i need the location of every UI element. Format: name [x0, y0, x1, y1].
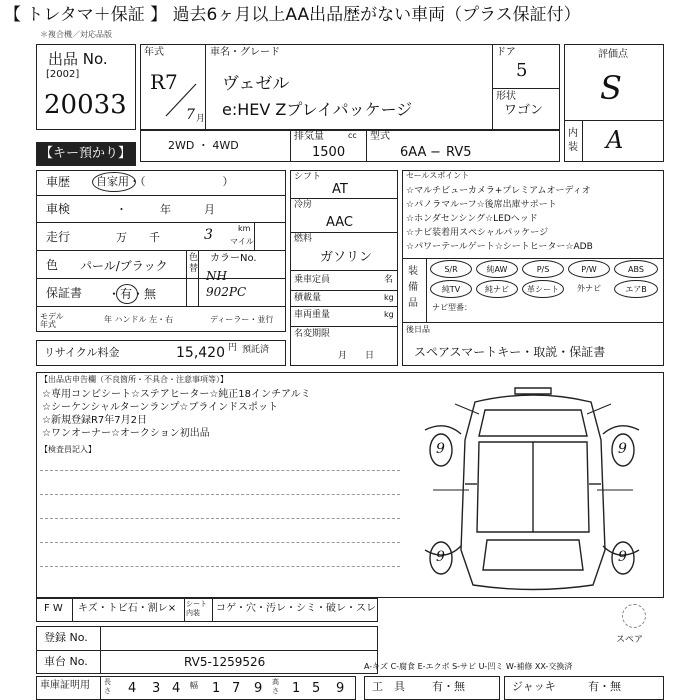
- fuel-value: ガソリン: [320, 250, 373, 265]
- jack-value: 有・無: [588, 680, 621, 693]
- warranty-label: 保証書: [46, 286, 83, 300]
- cert-height-digit: 5: [312, 681, 321, 696]
- sales-point-item: ☆パノラマルーフ☆後席出庫サポート: [406, 200, 557, 210]
- color-code-label: カラーNo.: [210, 253, 257, 264]
- legend: A-キズ C-腐食 E-エクボ S-サビ U-凹ミ W-補修 XX-交換済: [364, 662, 573, 671]
- cert-width-label: 幅: [190, 681, 198, 690]
- equip-chip: 純AW: [476, 260, 518, 278]
- grade: e:HEV Zプレイパッケージ: [222, 100, 413, 119]
- tools-label: 工 具: [372, 680, 405, 693]
- mileage-label: 走行: [46, 230, 71, 244]
- remark-item: ☆新規登録R7年7月2日: [42, 415, 147, 426]
- cc-unit: cc: [348, 131, 357, 140]
- seat-text: コゲ・穴・汚レ・シミ・破レ・スレ: [216, 603, 376, 614]
- sales-point-item: ☆ナビ装着用スペシャルパッケージ: [406, 228, 549, 238]
- recycle-note: 預託済: [242, 345, 270, 355]
- sales-point-item: ☆パワーテールゲート☆シートヒーター☆ADB: [406, 242, 593, 252]
- shift-value: AT: [332, 182, 348, 197]
- tire-rl-value: 9: [436, 549, 445, 565]
- name-change-label: 名変期限: [294, 329, 331, 339]
- lot-sub: [2002]: [46, 69, 80, 80]
- after-items-value: スペアスマートキー・取説・保証書: [414, 345, 606, 359]
- capacity-label: 乗車定員: [294, 275, 331, 285]
- remarks-label: 【出品店申告欄（不良箇所・不具合・注意事項等）】: [40, 375, 228, 384]
- drive-label: 2WD ・ 4WD: [168, 139, 239, 152]
- sales-point-item: ☆マルチビューカメラ+プレミアムオーディオ: [406, 186, 591, 196]
- recycle-value: 15,420: [176, 345, 225, 361]
- weight-label: 車両重量: [294, 310, 331, 320]
- cooling-value: AAC: [326, 215, 353, 230]
- cut-label: ＊複合機／対応品版: [40, 30, 112, 39]
- year-label: 年式: [144, 47, 164, 58]
- car-name: ヴェゼル: [222, 74, 290, 94]
- equip-chip: エアB: [614, 280, 658, 298]
- cert-length-digit: 3: [152, 681, 161, 696]
- model-code: RV5: [446, 145, 472, 160]
- mileage-unit-mile: マイル: [230, 237, 254, 246]
- shape-label: 形状: [496, 91, 516, 102]
- model-year-label: モデル年式: [40, 312, 64, 329]
- fw-text: キズ・トビ石・割レ×: [78, 603, 177, 614]
- interior-value: A: [606, 126, 624, 154]
- inspection-units: ・ 年 月: [116, 203, 215, 216]
- color-value: パール/ブラック: [80, 259, 168, 273]
- model-year-handle: 年 ハンドル 左・右: [104, 315, 174, 324]
- equip-chip: ABS: [614, 260, 658, 278]
- cert-width-digit: 9: [254, 681, 263, 696]
- interior-label: 内装: [568, 128, 578, 153]
- equip-chip: 純ナビ: [476, 280, 518, 298]
- displacement-value: 1500: [312, 145, 346, 160]
- year-value: R7: [150, 70, 178, 94]
- displacement-label: 排気量: [294, 131, 324, 142]
- mileage-value: 3: [204, 227, 213, 243]
- month-value: 7: [186, 107, 195, 123]
- color-code-value: NH 902PC: [206, 269, 247, 299]
- cert-length-label: 長さ: [104, 678, 111, 695]
- load-label: 積載量: [294, 293, 322, 303]
- recycle-unit: 円: [228, 343, 238, 353]
- cert-width-digit: 1: [212, 681, 221, 696]
- tire-fl-value: 9: [436, 441, 445, 457]
- remarks-list: [42, 388, 311, 440]
- name-label: 車名・グレード: [210, 47, 280, 58]
- equip-chip: 革シート: [522, 280, 564, 298]
- shift-label: シフト: [294, 172, 322, 182]
- reg-label: 登録 No.: [44, 631, 88, 644]
- navi-label: ナビ型番：: [432, 303, 472, 312]
- equip-chip-plain: 外ナビ: [577, 284, 601, 293]
- door-value: 5: [516, 60, 528, 81]
- chassis-label: 車台 No.: [44, 655, 88, 668]
- cooling-label: 冷房: [294, 200, 313, 210]
- equipment-label: 装備品: [408, 266, 418, 309]
- lot-label: 出品 No.: [48, 50, 108, 68]
- jack-label: ジャッキ: [512, 680, 556, 693]
- sales-points-list: [406, 184, 593, 254]
- score-value: S: [600, 69, 622, 107]
- cert-height-label: 高さ: [272, 678, 279, 695]
- model-year-dealer: ディーラー・並行: [210, 315, 274, 324]
- tire-fr-value: 9: [618, 441, 627, 457]
- warranty-selected-circle: [116, 284, 138, 304]
- mileage-units: 万 千: [116, 231, 160, 244]
- equip-chip: P/W: [568, 260, 610, 278]
- model-label: 型式: [370, 131, 390, 142]
- mileage-unit-km: km: [238, 224, 251, 233]
- remark-item: ☆専用コンビシート☆ステアヒーター☆純正18インチアルミ: [42, 389, 311, 400]
- month-unit: 月: [196, 114, 206, 124]
- color-label: 色: [46, 258, 59, 272]
- inspector-label: 【検査員記入】: [40, 445, 96, 454]
- cert-length-digit: 4: [128, 681, 137, 696]
- fw-label: F W: [44, 603, 63, 614]
- chassis-value: RV5-1259526: [184, 655, 266, 669]
- score-label: 評価点: [598, 49, 628, 60]
- name-change-units: 月 日: [338, 351, 375, 361]
- cert-length-digit: 4: [172, 681, 181, 696]
- equip-chip: P/S: [522, 260, 564, 278]
- remark-item: ☆シーケンシャルターンランプ☆ブラインドスポット: [42, 402, 278, 413]
- cert-height-digit: 9: [336, 681, 345, 696]
- tire-rr-value: 9: [618, 549, 627, 565]
- weight-unit: kg: [384, 310, 394, 319]
- equip-chip: S/R: [430, 260, 472, 278]
- spare-label: スペア: [616, 635, 644, 645]
- load-unit: kg: [384, 293, 394, 302]
- sales-points-label: セールスポイント: [406, 171, 470, 180]
- after-items-label: 後日品: [406, 325, 430, 334]
- warranty-value: ・有・無: [108, 287, 157, 301]
- capacity-unit: 名: [384, 275, 394, 285]
- history-selected-circle: [92, 172, 136, 192]
- cert-label: 車庫証明用: [40, 680, 90, 691]
- spare-circle: [622, 604, 646, 628]
- history-options: 自家用・（ ）: [96, 175, 234, 188]
- remark-item: ☆ワンオーナー☆オークション初出品: [42, 428, 210, 439]
- inspection-label: 車検: [46, 202, 71, 216]
- door-label: ドア: [496, 47, 516, 58]
- cert-height-digit: 1: [292, 681, 301, 696]
- equip-chip: 純TV: [430, 280, 472, 298]
- model-prefix: 6AA: [400, 145, 427, 160]
- key-label: 【キー預かり】: [40, 146, 132, 161]
- lot-number: 20033: [44, 90, 127, 120]
- shape-value: ワゴン: [504, 103, 544, 118]
- cert-width-digit: 7: [232, 681, 241, 696]
- history-label: 車歴: [46, 175, 71, 189]
- fuel-label: 燃料: [294, 234, 313, 244]
- banner-title: 【 トレタマ＋保証 】 過去6ヶ月以上AA出品歴がない車両（プラス保証付）: [4, 5, 581, 25]
- recycle-label: リサイクル料金: [44, 346, 120, 359]
- color-change-label: 色替: [189, 253, 199, 274]
- tools-value: 有・無: [432, 680, 465, 693]
- sales-point-item: ☆ホンダセンシング☆LEDヘッド: [406, 214, 538, 224]
- seat-label: シート内装: [186, 600, 207, 617]
